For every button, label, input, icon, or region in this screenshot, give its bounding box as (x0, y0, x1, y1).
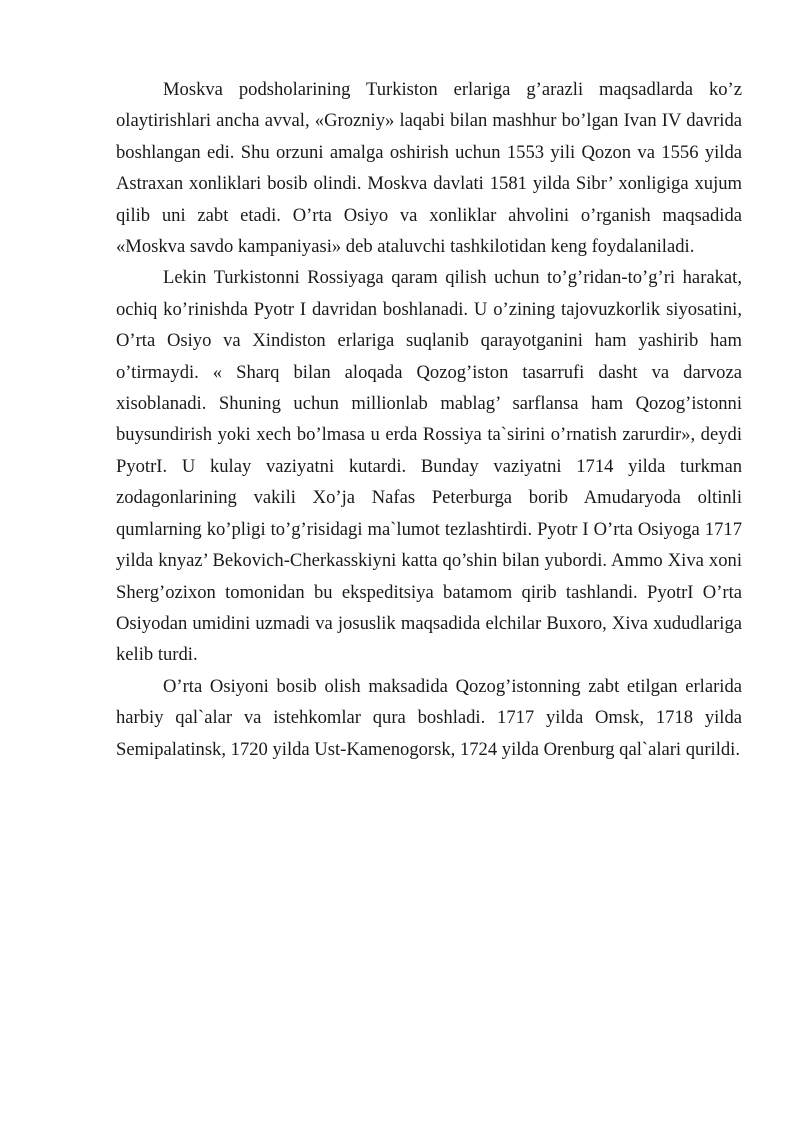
paragraph-fortresses: O’rta Osiyoni bosib olish maksadida Qozog’istonning zabt etilgan erlarida harbiy qal`alar va istehkomlar qura boshladi. 1717 yilda Omsk, 1718 yilda Semipalatinsk, 1720 yilda Ust-Kamenogorsk, 1724 yilda Orenburg qal`alari qurildi. (116, 675, 742, 760)
document-page (116, 74, 742, 765)
paragraph-moscow-ambitions: Moskva podsholarining Turkiston erlariga g’arazli maqsadlarda ko’z olaytirishlari ancha avval, «Grozniy» laqabi bilan mashhur bo’lgan Ivan IV davrida boshlangan edi. Shu orzuni amalga oshirish uchun 1553 yili Qozon va 1556 yilda Astraxan xonliklari bosib olindi. Moskva davlati 1581 yilda Sibr’ xonligiga xujum qilib uni zabt etadi. O’rta Osiyo va xonliklar ahvolini o’rganish maqsadida «Moskva savdo kampaniyasi» deb ataluvchi tashkilotidan keng foydalaniladi. (116, 79, 742, 258)
paragraph-peter-the-great: Lekin Turkistonni Rossiyaga qaram qilish uchun to’g’ridan-to’g’ri harakat, ochiq ko’rinishda Pyotr I davridan boshlanadi. U o’zining tajovuzkorlik siyosatini, O’rta Osiyo va Xindiston erlariga suqlanib qarayotganini ham yashirib ham o’tirmaydi. « Sharq bilan aloqada Qozog’iston tasarrufi dasht va darvoza xisoblanadi. Shuning uchun millionlab mablag’ sarflansa ham Qozog’istonni buysundirish yoki xech bo’lmasa u erda Rossiya ta`sirini o’rnatish zarurdir», deydi PyotrI. U kulay vaziyatni kutardi. Bunday vaziyatni 1714 yilda turkman zodagonlarining vakili Xo’ja Nafas Peterburga borib Amudaryoda oltinli qumlarning ko’pligi to’g’risidagi ma`lumot tezlashtirdi. Pyotr I O’rta Osiyoga 1717 yilda knyaz’ Bekovich-Cherkasskiyni katta qo’shin bilan yubordi. Ammo Xiva xoni Sherg’ozixon tomonidan bu ekspeditsiya batamom qirib tashlandi. PyotrI O’rta Osiyodan umidini uzmadi va josuslik maqsadida elchilar Buxoro, Xiva xududlariga kelib turdi. (116, 267, 742, 666)
